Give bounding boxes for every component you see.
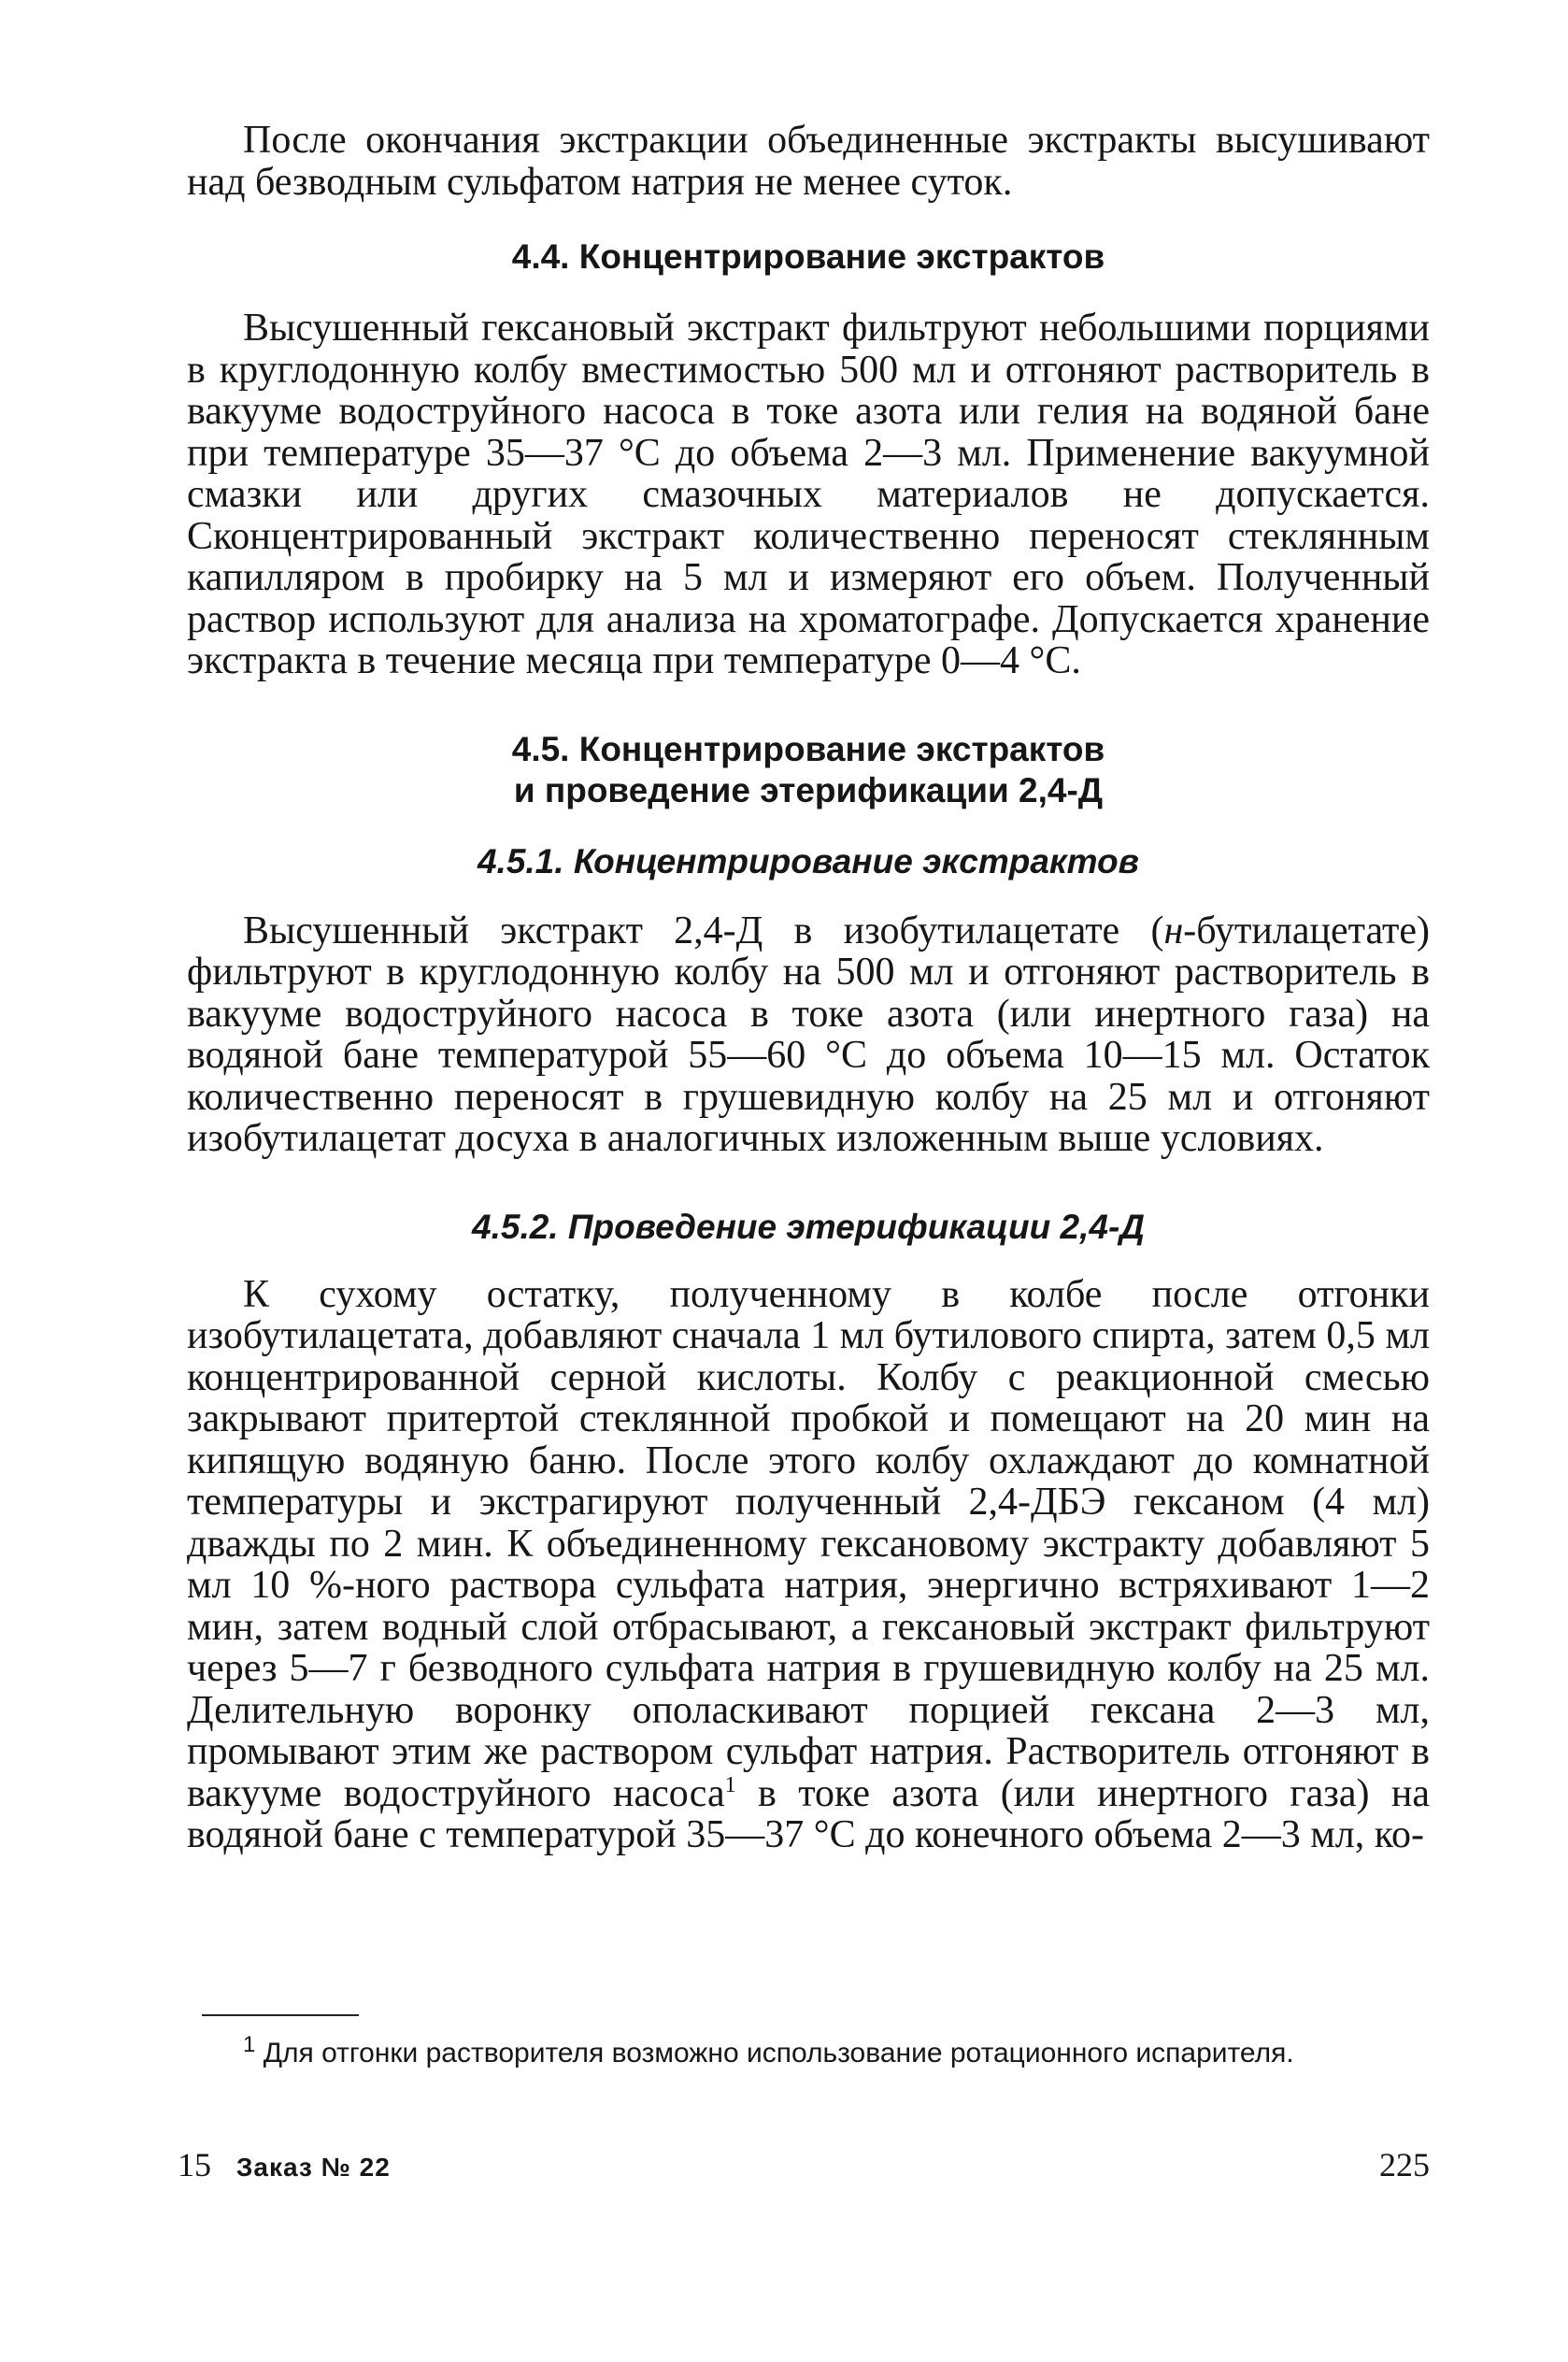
footnote-text: Для отгонки растворителя возможно использование ротационного испарителя. xyxy=(255,2038,1294,2069)
paragraph-extraction-drying: После окончания экстракции объединенные экстракты высушивают над безводным сульфатом натрия не менее суток. xyxy=(187,119,1430,204)
footnote xyxy=(187,2032,1430,2071)
paragraph-esterification xyxy=(187,1274,1430,1856)
order-number: Заказ № 22 xyxy=(235,2153,391,2182)
paragraph-3-part-b: -бутилацетате) фильтруют в круглодонную колбу на 500 мл и отгоняют растворитель в вакууме водоструйного насоса в токе азота (или инертного газа) на водяной бане температурой 55—60 °С до объема 10—15 мл. Остаток количественно переносят в грушевидную колбу на 25 мл и отгоняют изобутилацетат досуха в аналогичных изложенным выше условиях. xyxy=(187,909,1430,1160)
heading-4-5-1: 4.5.1. Концентрирование экстрактов xyxy=(477,841,1140,880)
page-body xyxy=(187,120,1430,1856)
heading-4-5-line1: 4.5. Концентрирование экстрактов xyxy=(511,729,1105,768)
heading-4-5-2: 4.5.2. Проведение этерификации 2,4-Д xyxy=(472,1207,1145,1246)
paragraph-3-part-a: Высушенный экстракт 2,4-Д в изобутилацетате ( xyxy=(243,909,1164,952)
sheet-number: 15 xyxy=(178,2146,211,2183)
footnote-reference: 1 xyxy=(724,1772,736,1797)
paragraph-concentration-hexane: Высушенный гексановый экстракт фильтруют небольшими порциями в круглодонную колбу вместимостью 500 мл и отгоняют растворитель в вакууме водоструйного насоса в токе азота или гелия на водяной бане при температуре 35—37 °С до объема 2—3 мл. Применение вакуумной смазки или других смазочных материалов не допускается. Сконцентрированный экстракт количественно переносят стеклянным капилляром в пробирку на 5 мл и измеряют его объем. Полученный раствор используют для анализа на хроматографе. Допускается хранение экстракта в течение месяца при температуре 0—4 °С. xyxy=(187,307,1430,682)
heading-4-4: 4.4. Концентрирование экстрактов xyxy=(511,237,1105,276)
paragraph-4-part-b: в токе азота (или инертного газа) на водяной бане с температурой 35—37 °С до конечного объема 2—3 мл, ко- xyxy=(187,1771,1431,1856)
heading-4-5 xyxy=(187,729,1430,811)
footnote-marker: 1 xyxy=(243,2032,256,2057)
footer-sheet-info xyxy=(178,2145,391,2184)
paragraph-4-part-a: К сухому остатку, полученному в колбе после отгонки изобутилацетата, добавляют сначала 1 мл бутилового спирта, затем 0,5 мл концентрированной серной кислоты. Колбу с реакционной смесью закрывают притертой стеклянной пробкой и помещают на 20 мин на кипящую водяную баню. После этого колбу охлаждают до комнатной температуры и экстрагируют полученный 2,4-ДБЭ гексаном (4 мл) дважды по 2 мин. К объединенному гексановому экстракту добавляют 5 мл 10 %-ного раствора сульфата натрия, энергично встряхивают 1—2 мин, затем водный слой отбрасывают, а гексановый экстракт фильтруют через 5—7 г безводного сульфата натрия в грушевидную колбу на 25 мл. Делительную воронку ополаскивают порцией гексана 2—3 мл, промывают этим же раствором сульфат натрия. Растворитель отгоняют в вакууме водоструйного насоса xyxy=(187,1272,1430,1815)
paragraph-3-italic-n: н xyxy=(1163,909,1184,952)
heading-4-5-line2: и проведение этерификации 2,4-Д xyxy=(513,770,1104,809)
footnote-divider xyxy=(202,2014,359,2016)
paragraph-concentration-isobutylacetate xyxy=(187,910,1430,1160)
page-number: 225 xyxy=(1379,2146,1430,2183)
